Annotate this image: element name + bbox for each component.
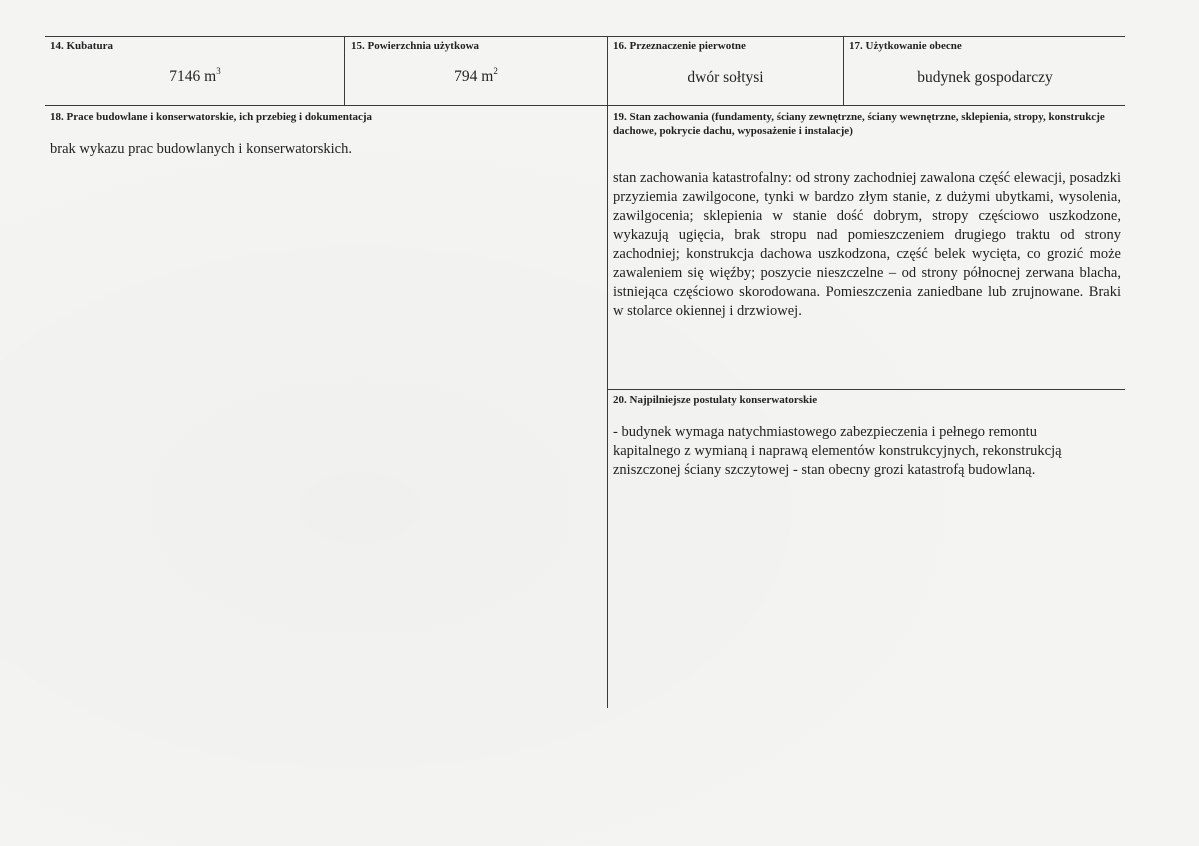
table-top-rule xyxy=(45,36,1125,37)
przeznaczenie-pierwotne-value: dwór sołtysi xyxy=(687,69,764,86)
kubatura-value xyxy=(45,68,345,86)
postulaty-value: - budynek wymaga natychmiastowego zabezpieczenia i pełnego remontu kapitalnego z wymianą i naprawą elementów konstrukcyjnych, rekonstrukcją zniszczonej ściany szczytowej - stan obecny grozi katastrofą budowlaną. xyxy=(613,424,1062,478)
prace-budowlane-value: brak wykazu prac budowlanych i konserwatorskich. xyxy=(50,141,352,157)
kubatura-number: 7146 m xyxy=(169,68,217,85)
stan-zachowania-value: stan zachowania katastrofalny: od strony zachodniej zawalona część elewacji, posadzki przyziemia zawilgocone, tynki w bardzo złym stanie, z dużymi ubytkami, wysolenia, zawilgocenia; sklepienia w stanie dość dobrym, stropy częściowo uszkodzone, wykazują ugięcia, brak stropu nad pomieszczeniem drugiego traktu od strony zachodniej; konstrukcja dachowa uszkodzona, część belek wycięta, co grozić może zawaleniem się więźby; poszycie nieszczelne – od strony północnej zerwana blacha, istniejąca częściowo skorodowana. Pomieszczenia zaniedbane lub zrujnowane. Braki w stolarce okiennej i drzwiowej. xyxy=(613,170,1121,319)
powierzchnia-unit-exponent: 2 xyxy=(493,66,498,76)
section20-top-rule xyxy=(607,389,1125,390)
kubatura-label: 14. Kubatura xyxy=(50,40,113,52)
powierzchnia-number: 794 m xyxy=(454,68,494,85)
powierzchnia-value xyxy=(345,68,607,86)
postulaty-label: 20. Najpilniejsze postulaty konserwatorskie xyxy=(613,394,818,406)
uzytkowanie-obecne-label: 17. Użytkowanie obecne xyxy=(849,40,962,52)
kubatura-unit-exponent: 3 xyxy=(216,66,221,76)
col-divider-2 xyxy=(607,36,608,708)
row1-bottom-rule xyxy=(45,105,1125,106)
prace-budowlane-label: 18. Prace budowlane i konserwatorskie, ich przebieg i dokumentacja xyxy=(50,111,373,123)
stan-zachowania-label: 19. Stan zachowania (fundamenty, ściany zewnętrzne, ściany wewnętrzne, sklepienia, stropy, konstrukcje dachowe, pokrycie dachu, wyposażenie i instalacje) xyxy=(613,111,1105,137)
powierzchnia-label: 15. Powierzchnia użytkowa xyxy=(351,40,480,52)
przeznaczenie-pierwotne-label: 16. Przeznaczenie pierwotne xyxy=(613,40,746,52)
uzytkowanie-obecne-value: budynek gospodarczy xyxy=(917,69,1053,86)
